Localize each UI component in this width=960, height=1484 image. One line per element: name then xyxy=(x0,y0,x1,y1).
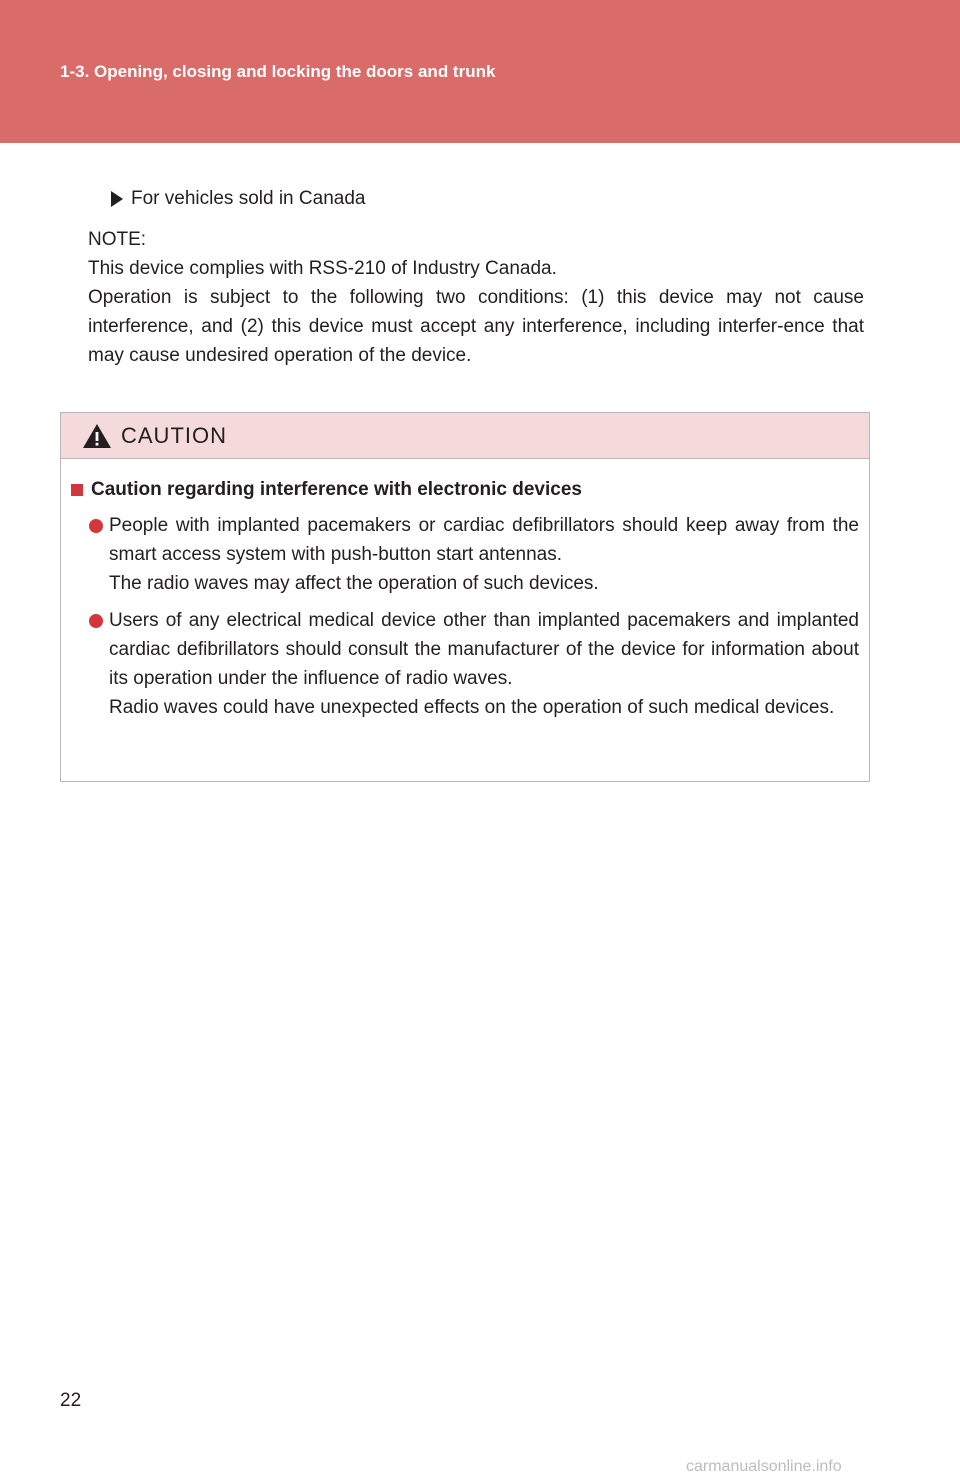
intro-heading-text: For vehicles sold in Canada xyxy=(131,188,366,209)
circle-bullet-icon xyxy=(89,519,103,533)
caution-bullet xyxy=(61,606,869,722)
caution-header xyxy=(61,413,869,459)
header-band xyxy=(0,0,960,143)
caution-label: CAUTION xyxy=(121,422,227,448)
caution-subheading xyxy=(71,475,869,504)
page-number: 22 xyxy=(60,1390,82,1411)
intro-section xyxy=(88,184,864,370)
caution-body xyxy=(61,475,869,730)
watermark: carmanualsonline.info xyxy=(686,1458,842,1475)
square-bullet-icon xyxy=(71,484,83,496)
note-label: NOTE: xyxy=(88,229,147,250)
bullet-text: People with implanted pacemakers or cardiac defibrillators should keep away from the smart access system with push-button start antennas. xyxy=(109,515,859,565)
caution-box xyxy=(60,412,870,782)
caution-bullet xyxy=(61,511,869,598)
circle-bullet-icon xyxy=(89,614,103,628)
caution-subheading-text: Caution regarding interference with electronic devices xyxy=(91,479,582,500)
note-line: This device complies with RSS-210 of Industry Canada. xyxy=(88,258,557,279)
triangle-right-icon xyxy=(111,191,123,207)
bullet-note: The radio waves may affect the operation of such devices. xyxy=(109,573,599,594)
section-title: 1-3. Opening, closing and locking the doors and trunk xyxy=(60,62,496,81)
bullet-note: Radio waves could have unexpected effects on the operation of such medical devices. xyxy=(109,697,835,718)
note-block xyxy=(88,225,864,370)
warning-icon xyxy=(81,422,113,450)
intro-heading xyxy=(111,184,864,213)
bullet-text: Users of any electrical medical device other than implanted pacemakers and implanted cardiac defibrillators should consult the manufacturer of the device for information about its operation under the influence of radio waves. xyxy=(109,610,859,689)
note-line: Operation is subject to the following two conditions: (1) this device may not cause interference, and (2) this device must accept any interference, including interfer-ence that may cause undesired operation of the device. xyxy=(88,287,864,366)
